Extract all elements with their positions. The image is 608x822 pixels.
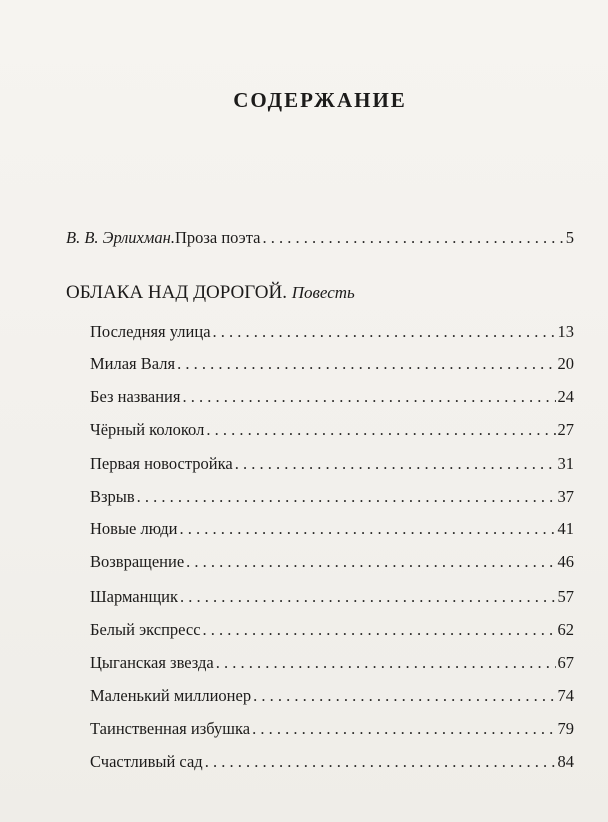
toc-entry-chapter: [90, 420, 574, 440]
toc-entry-chapter: [90, 322, 574, 342]
dot-leader: [180, 587, 555, 607]
chapter-title: Возвращение: [90, 552, 185, 571]
intro-author: В. В. Эрлихман.: [66, 228, 175, 247]
chapter-page-number: 84: [557, 752, 574, 771]
chapter-title: Шарманщик: [90, 587, 179, 606]
chapter-page-number: 13: [557, 322, 574, 341]
chapter-page-number: 62: [557, 620, 574, 639]
chapter-title: Взрыв: [90, 487, 135, 506]
chapter-page-number: 74: [557, 686, 574, 705]
chapter-page-number: 27: [557, 420, 574, 439]
dot-leader: [213, 322, 556, 342]
chapter-page-number: 79: [557, 719, 574, 738]
chapter-page-number: 57: [557, 587, 574, 606]
toc-entry-chapter: [90, 653, 574, 673]
chapter-page-number: 46: [557, 552, 574, 571]
dot-leader: [216, 653, 556, 673]
chapter-page-number: 37: [557, 487, 574, 506]
dot-leader: [262, 228, 563, 248]
intro-page-number: 5: [565, 228, 574, 247]
toc-entry-chapter: [90, 752, 574, 772]
toc-entry-chapter: [90, 487, 574, 507]
toc-entry-chapter: [90, 719, 574, 739]
dot-leader: [253, 686, 555, 706]
intro-title: Проза поэта: [174, 228, 261, 247]
toc-entry-chapter: [90, 620, 574, 640]
chapter-title: Таинственная избушка: [90, 719, 251, 738]
toc-entry-chapter: [90, 587, 574, 607]
dot-leader: [252, 719, 555, 739]
section-subtitle: Повесть: [291, 283, 355, 302]
section-heading: [66, 282, 355, 304]
chapter-title: Новые люди: [90, 519, 178, 538]
toc-entry-chapter: [90, 686, 574, 706]
toc-entry-chapter: [90, 454, 574, 474]
dot-leader: [186, 552, 555, 572]
dot-leader: [235, 454, 556, 474]
toc-entry-intro: [66, 228, 574, 248]
dot-leader: [182, 387, 555, 407]
chapter-page-number: 41: [557, 519, 574, 538]
chapter-title: Без названия: [90, 387, 181, 406]
chapter-title: Первая новостройка: [90, 454, 233, 473]
chapter-page-number: 31: [557, 454, 574, 473]
toc-entry-chapter: [90, 552, 574, 572]
dot-leader: [203, 620, 556, 640]
chapter-title: Счастливый сад: [90, 752, 203, 771]
chapter-title: Белый экспресс: [90, 620, 201, 639]
toc-entry-chapter: [90, 519, 574, 539]
chapter-page-number: 24: [557, 387, 574, 406]
dot-leader: [205, 752, 556, 772]
dot-leader: [177, 354, 555, 374]
dot-leader: [206, 420, 555, 440]
page-title: СОДЕРЖАНИЕ: [233, 88, 407, 112]
dot-leader: [179, 519, 555, 539]
chapter-title: Милая Валя: [90, 354, 176, 373]
chapter-title: Чёрный колокол: [90, 420, 205, 439]
chapter-page-number: 20: [557, 354, 574, 373]
chapter-title: Последняя улица: [90, 322, 211, 341]
section-title: ОБЛАКА НАД ДОРОГОЙ.: [66, 282, 287, 303]
toc-entry-chapter: [90, 354, 574, 374]
toc-entry-chapter: [90, 387, 574, 407]
chapter-title: Маленький миллионер: [90, 686, 252, 705]
dot-leader: [137, 487, 556, 507]
chapter-title: Цыганская звезда: [90, 653, 214, 672]
chapter-page-number: 67: [557, 653, 574, 672]
